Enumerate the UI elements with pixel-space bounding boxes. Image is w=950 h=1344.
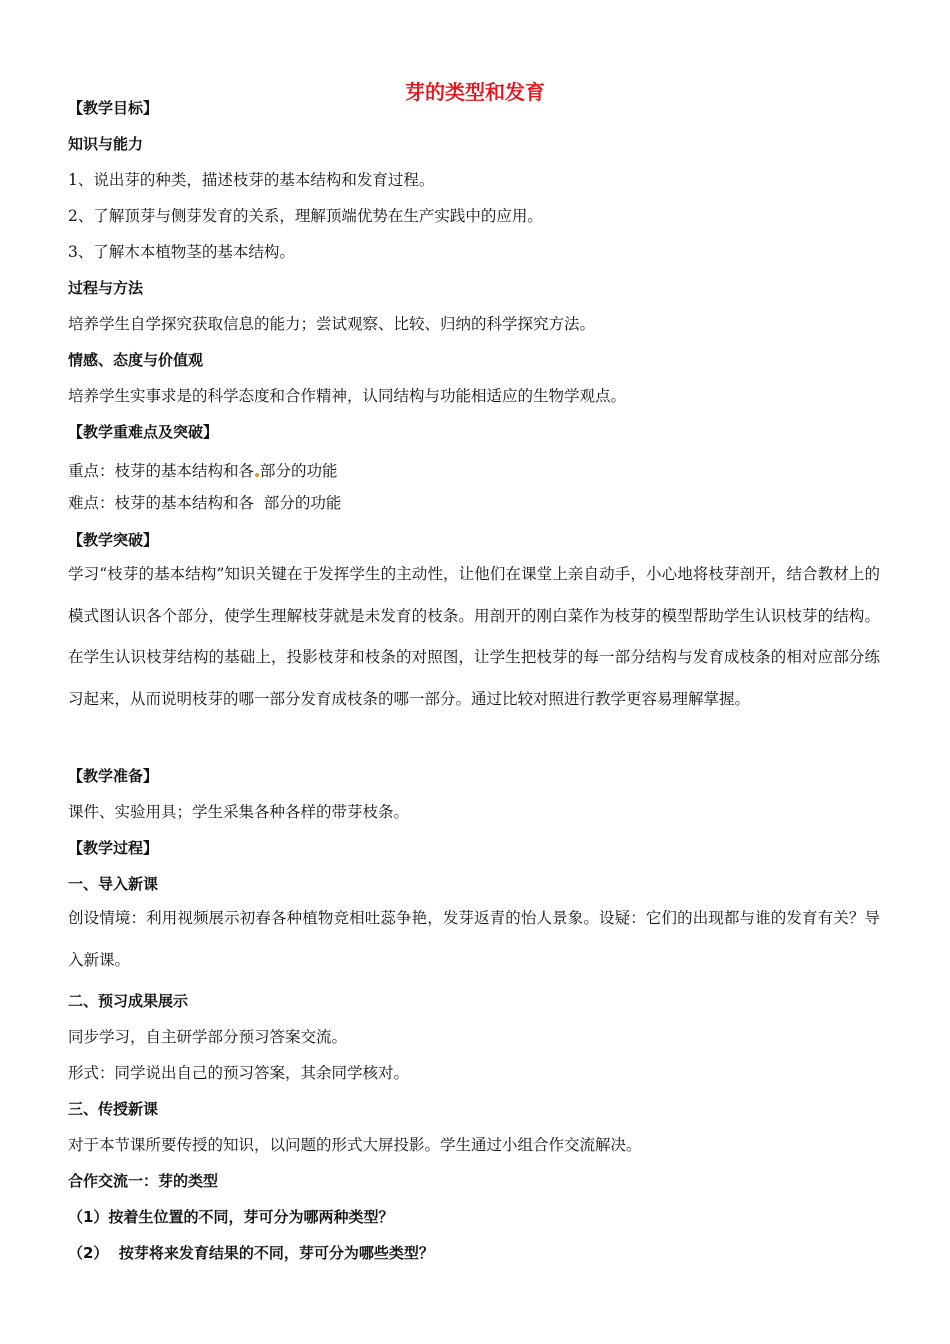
document-title: 芽的类型和发育	[405, 80, 545, 104]
section-3-header: 三、传授新课	[68, 1100, 159, 1118]
breakthrough-paragraph: 学习“枝芽的基本结构”知识关键在于发挥学生的主动性，让他们在课堂上亲自动手，小心地将枝芽剖开，结合教材上的模式图认识各个部分，使学生理解枝芽就是未发育的枝条。用剖开的刚白菜作为枝芽的模型帮助学生认识枝芽的结构。在学生认识枝芽结构的基础上，投影枝芽和枝条的对照图，让学生把枝芽的每一部分结构与发育成枝条的相对应部分练习起来，从而说明枝芽的哪一部分发育成枝条的哪一部分。通过比较对照进行教学更容易理解掌握。	[68, 565, 880, 708]
knowledge-item-1: 1、说出芽的种类，描述枝芽的基本结构和发育过程。	[68, 171, 435, 189]
focus-text-b: 部分的功能	[260, 462, 338, 480]
difficulty-line: 难点：枝芽的基本结构和各 部分的功能	[68, 494, 342, 512]
emotion-text: 培养学生实事求是的科学态度和合作精神，认同结构与功能相适应的生物学观点。	[68, 387, 627, 405]
key-points-header: 【教学重难点及突破】	[68, 423, 219, 441]
focus-line	[68, 461, 338, 481]
cooperation-header: 合作交流一：芽的类型	[68, 1172, 219, 1190]
section-2-text-2: 形式：同学说出自己的预习答案，其余同学核对。	[68, 1064, 410, 1082]
section-1-paragraph: 创设情境：利用视频展示初春各种植物竞相吐蕊争艳，发芽返青的怡人景象。设疑：它们的出现都与谁的发育有关？导入新课。	[68, 909, 880, 969]
emotion-header: 情感、态度与价值观	[68, 351, 204, 369]
process-text: 培养学生自学探究获取信息的能力；尝试观察、比较、归纳的科学探究方法。	[68, 315, 596, 333]
preparation-text: 课件、实验用具；学生采集各种各样的带芽枝条。	[68, 803, 410, 821]
question-1: （1）按着生位置的不同，芽可分为哪两种类型？	[68, 1208, 394, 1226]
question-2: （2） 按芽将来发育结果的不同，芽可分为哪些类型？	[68, 1244, 434, 1262]
process-header: 过程与方法	[68, 279, 144, 297]
focus-text-a: 重点：枝芽的基本结构和各	[68, 462, 255, 480]
section-2-text-1: 同步学习，自主研学部分预习答案交流。	[68, 1028, 348, 1046]
procedure-header: 【教学过程】	[68, 839, 159, 857]
mark-dot	[255, 473, 259, 477]
knowledge-header: 知识与能力	[68, 135, 144, 153]
knowledge-item-3: 3、了解木本植物茎的基本结构。	[68, 243, 295, 261]
preparation-header: 【教学准备】	[68, 767, 159, 785]
breakthrough-header: 【教学突破】	[68, 531, 159, 549]
section-1-header: 一、导入新课	[68, 875, 159, 893]
goal-header: 【教学目标】	[68, 99, 159, 117]
section-3-text: 对于本节课所要传授的知识，以问题的形式大屏投影。学生通过小组合作交流解决。	[68, 1136, 642, 1154]
knowledge-item-2: 2、了解顶芽与侧芽发育的关系，理解顶端优势在生产实践中的应用。	[68, 207, 543, 225]
section-2-header: 二、预习成果展示	[68, 992, 189, 1010]
